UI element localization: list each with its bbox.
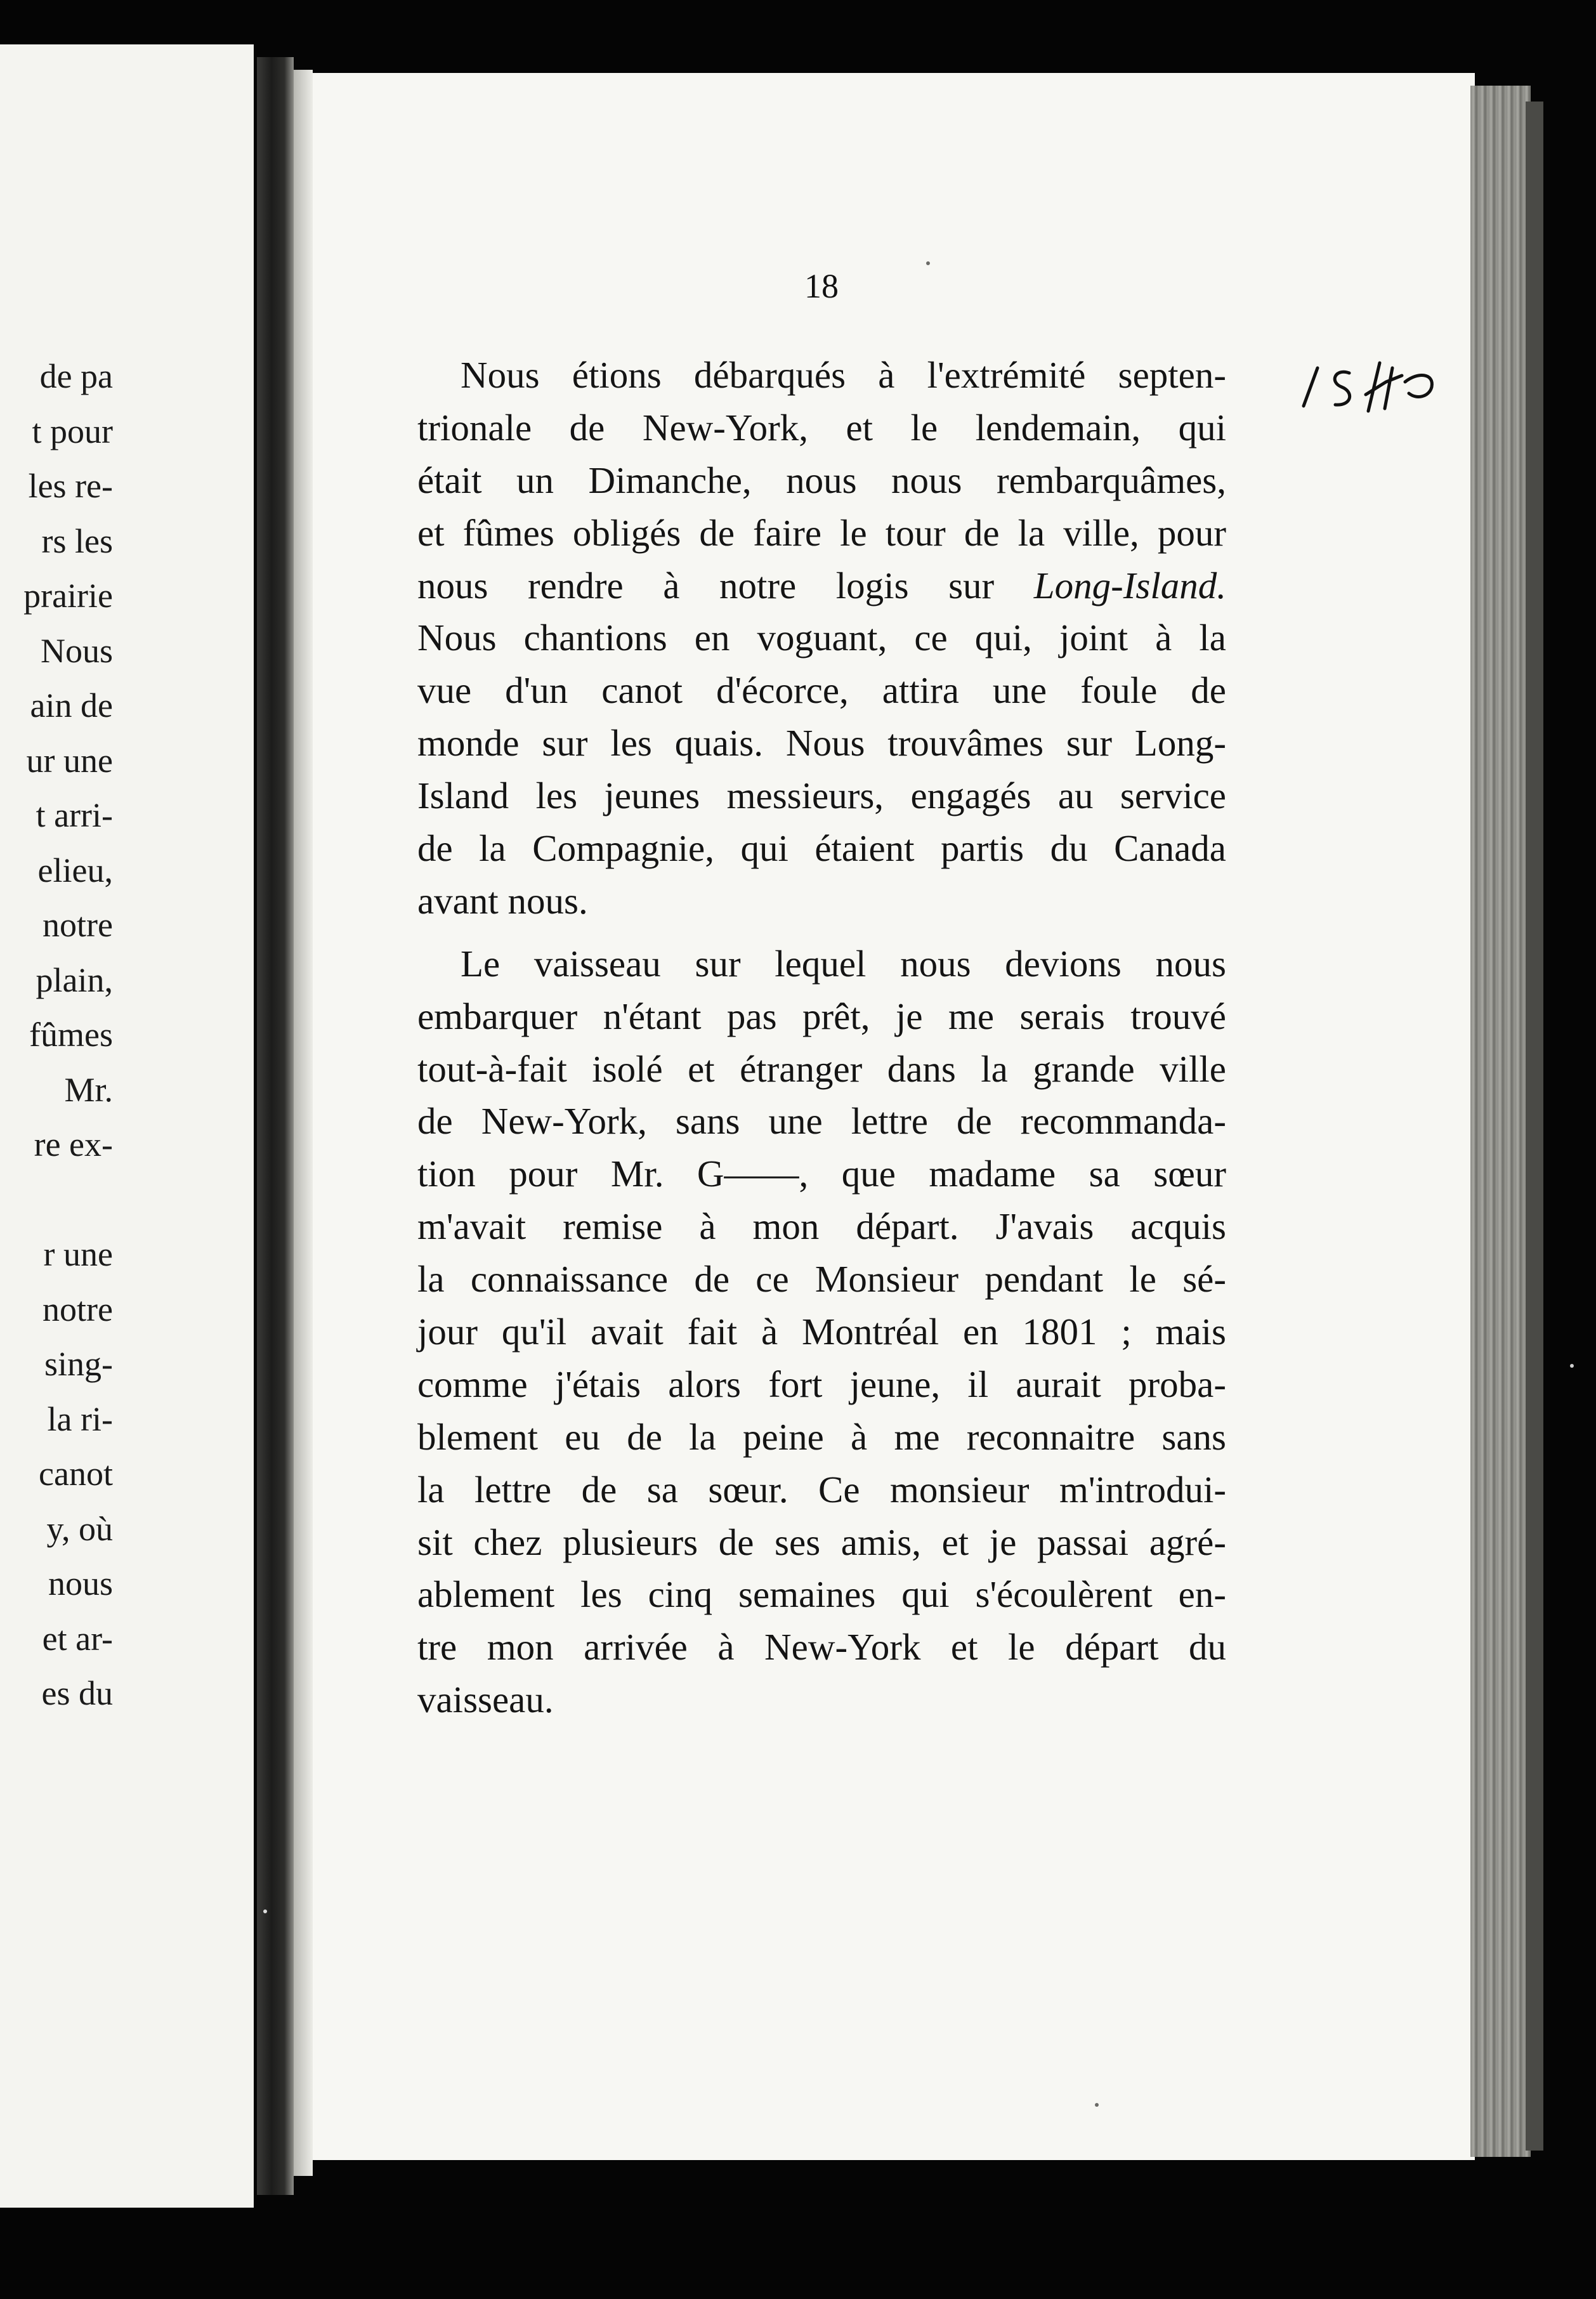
left-page-lines: [0, 349, 254, 1721]
left-line: notre: [43, 906, 113, 944]
text-line: et fûmes obligés de faire le tour de la ville, pour: [417, 511, 1226, 554]
text-line: Island les jeunes messieurs, engagés au service: [417, 775, 1226, 817]
page-block-edge: [1470, 86, 1531, 2157]
left-line: ain de: [30, 686, 113, 724]
body-text: [417, 349, 1226, 1726]
text-line: tre mon arrivée à New-York et le départ du: [417, 1626, 1226, 1668]
left-line: t pour: [32, 412, 113, 450]
left-line: canot: [39, 1455, 113, 1493]
left-line: les re-: [28, 467, 113, 505]
left-line: prairie: [23, 577, 113, 615]
text-line: la lettre de sa sœur. Ce monsieur m'introdui-: [417, 1468, 1226, 1510]
text-line: jour qu'il avait fait à Montréal en 1801 ; mais: [417, 1311, 1226, 1353]
text-line: était un Dimanche, nous nous rembarquâmes,: [417, 459, 1226, 501]
text-line: trionale de New-York, et le lendemain, qui: [417, 406, 1226, 449]
left-line: re ex-: [34, 1125, 113, 1163]
text-line: Le vaisseau sur lequel nous devions nous: [461, 942, 1226, 985]
left-line: t arri-: [36, 796, 113, 834]
handwritten-1814-mark: [1291, 343, 1456, 419]
text-line: de la Compagnie, qui étaient partis du Canada: [417, 827, 1226, 870]
text-line: m'avait remise à mon départ. J'avais acquis: [417, 1205, 1226, 1248]
left-line: r une: [43, 1235, 113, 1273]
text-line: tout-à-fait isolé et étranger dans la grande ville: [417, 1047, 1226, 1090]
left-line: sing-: [44, 1345, 113, 1383]
text-line: vue d'un canot d'écorce, attira une foule de: [417, 669, 1226, 712]
text-line: Nous chantions en voguant, ce qui, joint à la: [417, 617, 1226, 659]
text-line: vaisseau.: [417, 1679, 554, 1721]
text-line: de New-York, sans une lettre de recommanda-: [417, 1100, 1226, 1143]
gutter-shadow: [294, 70, 313, 2176]
text-line: sit chez plusieurs de ses amis, et je passai agré-: [417, 1521, 1226, 1563]
left-line: Mr.: [64, 1070, 113, 1109]
left-line: y, où: [46, 1509, 113, 1548]
italic-place-name: Long-Island.: [1033, 564, 1226, 606]
text-line: la connaissance de ce Monsieur pendant le sé-: [417, 1258, 1226, 1300]
left-line: ur une: [26, 741, 113, 780]
left-line: elieu,: [37, 851, 113, 889]
handwritten-annotation: [1291, 343, 1456, 419]
left-line: nous: [48, 1564, 113, 1602]
paper-speck: [1570, 1364, 1574, 1368]
text-line: embarquer n'étant pas prêt, je me serais trouvé: [417, 995, 1226, 1037]
text-line: blement eu de la peine à me reconnaitre sans: [417, 1415, 1226, 1458]
book-gutter: [257, 57, 294, 2195]
text-line: [417, 560, 1226, 612]
page-block-shadow: [1526, 102, 1543, 2151]
text-line: Nous étions débarqués à l'extrémité septen-: [461, 354, 1226, 396]
left-line: plain,: [36, 960, 113, 999]
left-line: es du: [41, 1674, 113, 1712]
text-line: ablement les cinq semaines qui s'écoulèrent en-: [417, 1573, 1226, 1616]
text-line: tion pour Mr. G——, que madame sa sœur: [417, 1153, 1226, 1195]
page-number: 18: [804, 267, 839, 305]
paper-speck: [1095, 2103, 1099, 2107]
left-line: rs les: [41, 521, 113, 560]
paper-speck: [926, 261, 930, 265]
text-line: avant nous.: [417, 879, 588, 922]
left-line: fûmes: [29, 1016, 113, 1054]
left-line: de pa: [39, 357, 113, 395]
paper-speck: [263, 1909, 267, 1913]
text-line: comme j'étais alors fort jeune, il aurait proba-: [417, 1363, 1226, 1405]
left-line: Nous: [40, 631, 113, 670]
text-line: monde sur les quais. Nous trouvâmes sur Long-: [417, 722, 1226, 764]
left-line: notre: [43, 1290, 113, 1328]
left-page-fragment: [0, 44, 254, 2208]
text-fragment: nous rendre à notre logis sur: [417, 564, 995, 606]
left-line: la ri-: [47, 1399, 113, 1438]
left-line: et ar-: [42, 1619, 113, 1658]
